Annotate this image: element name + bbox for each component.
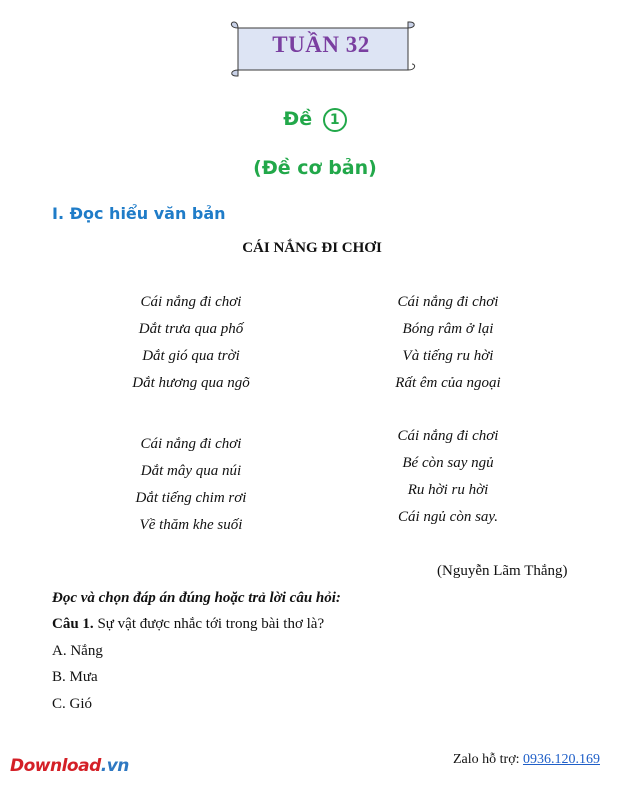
- zalo-support: [453, 752, 600, 768]
- question-1-text: Sự vật được nhắc tới trong bài thơ là?: [97, 616, 325, 632]
- answer-option-c: C. Gió: [52, 696, 93, 712]
- answer-option-b: B. Mưa: [52, 669, 98, 685]
- exam-label: Đề: [283, 108, 313, 130]
- answer-option-a: A. Nắng: [52, 643, 103, 659]
- poem-title: CÁI NẮNG ĐI CHƠI: [242, 240, 382, 256]
- poem-line: Cái nắng đi chơi: [397, 294, 499, 310]
- exam-subtitle: (Đề cơ bản): [253, 157, 377, 179]
- poem-stanza-3: [86, 431, 296, 539]
- poem-line: Bé còn say ngủ: [402, 455, 494, 471]
- poem-line: Cái ngủ còn say.: [398, 509, 498, 525]
- poem-author: (Nguyễn Lãm Thắng): [437, 563, 568, 579]
- poem-line: Và tiếng ru hời: [402, 348, 494, 364]
- poem-line: Bóng râm ở lại: [402, 321, 494, 337]
- poem-stanza-4: [358, 423, 538, 531]
- poem-stanza-1: [86, 289, 296, 397]
- exam-number-heading: [0, 108, 630, 132]
- poem-line: Cái nắng đi chơi: [397, 428, 499, 444]
- week-title: TUẦN 32: [272, 32, 370, 57]
- question-instruction: Đọc và chọn đáp án đúng hoặc trả lời câu hỏi:: [52, 590, 341, 606]
- section-heading: I. Đọc hiểu văn bản: [52, 204, 226, 223]
- question-1-label: Câu 1.: [52, 616, 94, 632]
- logo-domain-text: .vn: [100, 756, 129, 776]
- poem-stanza-2: [358, 289, 538, 397]
- title-banner: [226, 18, 416, 80]
- exam-number-badge: 1: [323, 108, 347, 132]
- poem-line: Dắt mây qua núi: [140, 463, 242, 479]
- poem-line: Cái nắng đi chơi: [140, 294, 242, 310]
- question-1: [52, 616, 324, 633]
- poem-line: Dắt hương qua ngõ: [132, 375, 250, 391]
- download-vn-logo[interactable]: [10, 756, 129, 776]
- poem-line: Dắt gió qua trời: [142, 348, 240, 364]
- poem-line: Về thăm khe suối: [139, 517, 243, 533]
- poem-line: Dắt tiếng chim rơi: [135, 490, 247, 506]
- support-label: Zalo hỗ trợ:: [453, 752, 520, 767]
- poem-line: Cái nắng đi chơi: [140, 436, 242, 452]
- logo-main-text: Download: [10, 756, 101, 776]
- poem-line: Ru hời ru hời: [407, 482, 489, 498]
- support-phone-link[interactable]: 0936.120.169: [523, 752, 600, 767]
- poem-line: Rất êm của ngoại: [395, 375, 501, 391]
- poem-line: Dắt trưa qua phố: [138, 321, 244, 337]
